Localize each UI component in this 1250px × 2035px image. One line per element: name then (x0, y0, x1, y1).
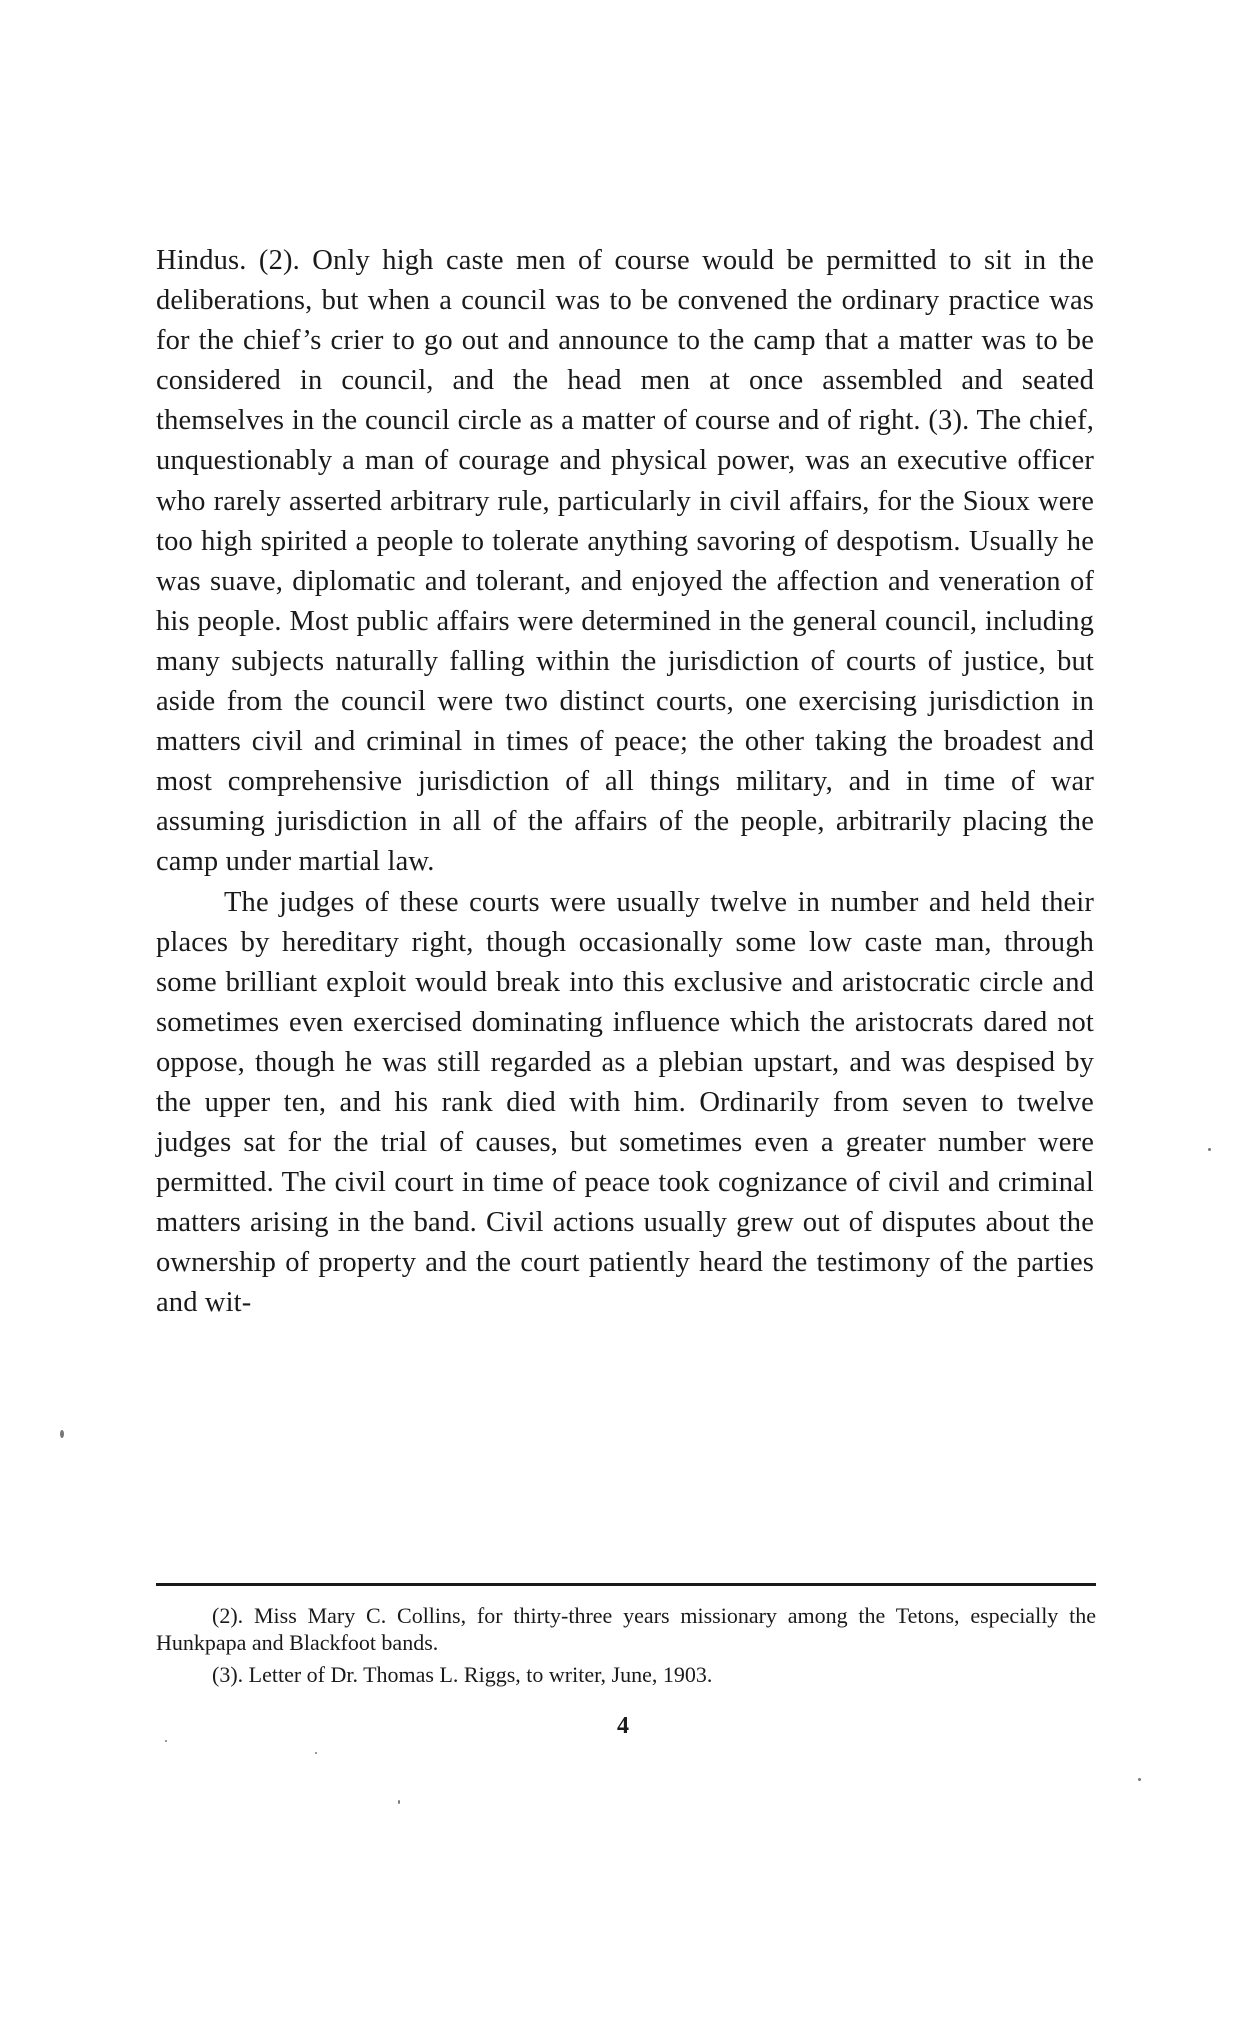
footnotes (156, 1602, 1096, 1693)
page-number: 4 (617, 1713, 629, 1739)
footnote-2: (2). Miss Mary C. Collins, for thirty-three years missionary among the Tetons, especially the Hunkpapa and Blackfoot bands. (156, 1603, 1096, 1655)
paragraph-2: The judges of these courts were usually twelve in number and held their places by hereditary right, though occasionally some low caste man, through some brilliant exploit would break into this exclusive and aristocratic circle and sometimes even exercised dominating influence which the aristocrats dared not oppose, though he was still regarded as a plebian upstart, and was despised by the upper ten, and his rank died with him. Ordinarily from seven to twelve judges sat for the trial of causes, but sometimes even a greater number were permitted. The civil court in time of peace took cognizance of civil and criminal matters arising in the band. Civil actions usually grew out of disputes about the ownership of property and the court patiently heard the testimony of the parties and wit- (156, 886, 1094, 1319)
scan-speck (398, 1800, 400, 1804)
scan-speck (315, 1752, 317, 1754)
footnote-divider (156, 1583, 1096, 1586)
paragraph-1: Hindus. (2). Only high caste men of course would be permitted to sit in the deliberations, but when a council was to be convened the ordinary practice was for the chief’s crier to go out and announce to the camp that a matter was to be considered in council, and the head men at once assembled and seated themselves in the council circle as a matter of course and of right. (3). The chief, unquestionably a man of courage and physical power, was an executive officer who rarely asserted arbitrary rule, particularly in civil affairs, for the Sioux were too high spirited a people to tolerate anything savoring of despotism. Usually he was suave, diplomatic and tolerant, and enjoyed the affection and veneration of his people. Most public affairs were determined in the general council, including many subjects naturally falling within the jurisdiction of courts of justice, but aside from the council were two distinct courts, one exercising jurisdiction in matters civil and criminal in times of peace; the other taking the broadest and most comprehensive jurisdiction of all things military, and in time of war assuming jurisdiction in all of the affairs of the people, arbitrarily placing the camp under martial law. (156, 245, 1094, 878)
scan-speck (1208, 1148, 1211, 1151)
footnote-3: (3). Letter of Dr. Thomas L. Riggs, to writer, June, 1903. (212, 1662, 713, 1687)
body-text (156, 241, 1094, 1324)
scan-speck (165, 1740, 167, 1742)
scan-speck (60, 1430, 64, 1438)
scan-speck (1138, 1778, 1141, 1781)
